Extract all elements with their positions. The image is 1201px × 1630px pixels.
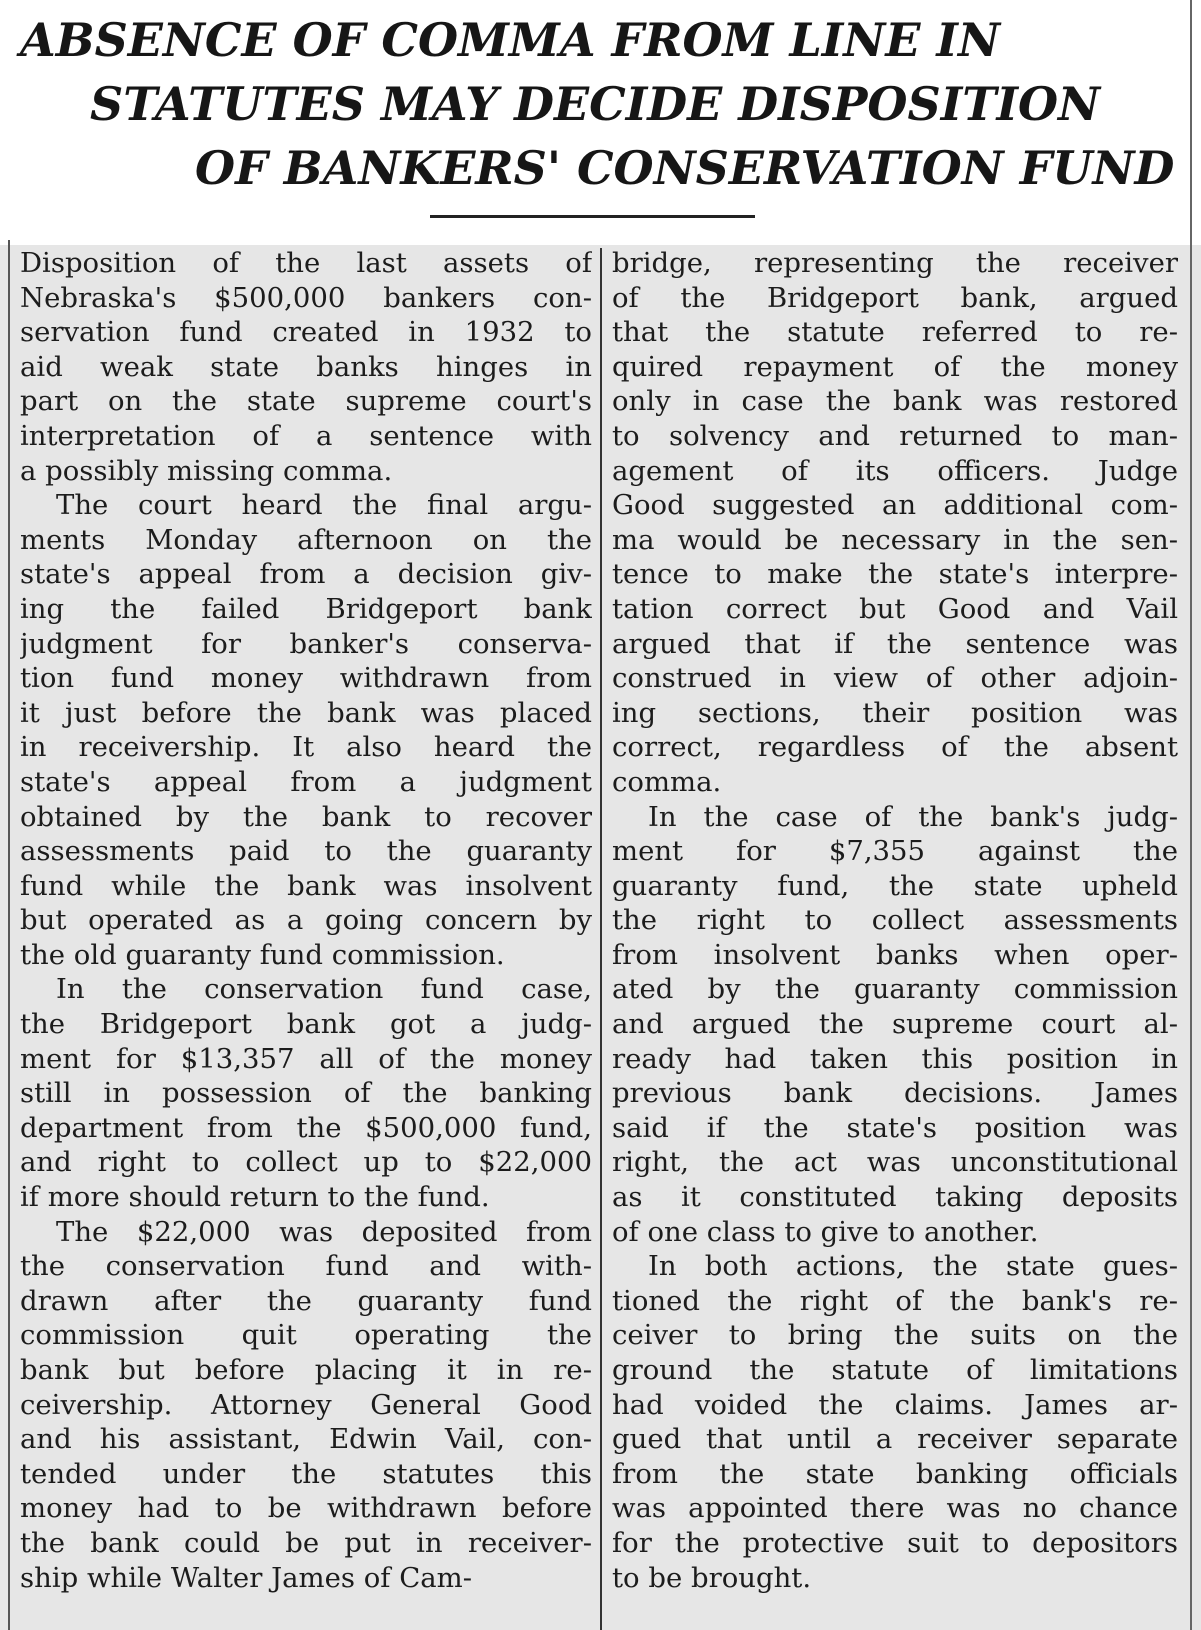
text-line: ment for $13,357 all of the money [20, 1042, 592, 1075]
text-line: the bank could be put in receiver- [20, 1526, 592, 1559]
text-line: obtained by the bank to recover [20, 800, 592, 833]
text-line: previous bank decisions. James [612, 1077, 1178, 1110]
text-line: tion fund money withdrawn from [20, 662, 592, 695]
text-line: of the Bridgeport bank, argued [612, 281, 1178, 314]
text-line: Nebraska's $500,000 bankers con- [20, 281, 592, 314]
text-line: in receivership. It also heard the [20, 731, 592, 764]
headline [20, 8, 1180, 200]
headline-line-2: STATUTES MAY DECIDE DISPOSITION [90, 77, 1101, 131]
text-line: ment for $7,355 against the [612, 835, 1178, 868]
text-line: said if the state's position was [612, 1111, 1178, 1144]
text-line: the conservation fund and with- [20, 1250, 592, 1283]
text-line: drawn after the guaranty fund [20, 1284, 592, 1317]
text-line: In both actions, the state gues- [648, 1250, 1178, 1283]
text-line: right, the act was unconstitutional [612, 1146, 1178, 1179]
text-line: tence to make the state's interpre- [612, 558, 1178, 591]
text-line: construed in view of other adjoin- [612, 662, 1178, 695]
text-line: ments Monday afternoon on the [20, 523, 592, 556]
text-line: The court heard the final argu- [56, 489, 592, 522]
text-line: judgment for banker's conserva- [20, 627, 592, 660]
text-line: servation fund created in 1932 to [20, 316, 592, 349]
text-line: it just before the bank was placed [20, 696, 592, 729]
text-line: correct, regardless of the absent [612, 731, 1178, 764]
text-line: that the statute referred to re- [612, 316, 1178, 349]
text-line: In the conservation fund case, [56, 973, 592, 1006]
text-line: was appointed there was no chance [612, 1492, 1178, 1525]
text-line: tioned the right of the bank's re- [612, 1284, 1178, 1317]
text-line: part on the state supreme court's [20, 385, 592, 418]
text-line: as it constituted taking deposits [612, 1181, 1178, 1214]
text-line: agement of its officers. Judge [612, 454, 1178, 487]
text-line: ma would be necessary in the sen- [612, 523, 1178, 556]
text-line: still in possession of the banking [20, 1077, 592, 1110]
text-line: to solvency and returned to man- [612, 419, 1178, 452]
text-line: ground the statute of limitations [612, 1354, 1178, 1386]
text-line: interpretation of a sentence with [20, 419, 592, 452]
text-line: state's appeal from a judgment [20, 765, 592, 798]
text-line: assessments paid to the guaranty [20, 835, 592, 868]
text-line: ceivership. Attorney General Good [20, 1388, 592, 1421]
text-line: had voided the claims. James ar- [612, 1388, 1178, 1421]
article-column-left [20, 246, 592, 1595]
text-line: the right to collect assessments [612, 904, 1178, 937]
text-line: Disposition of the last assets of [20, 247, 592, 279]
text-line: ready had taken this position in [612, 1042, 1178, 1075]
text-line: ceiver to bring the suits on the [612, 1319, 1178, 1352]
text-line: quired repayment of the money [612, 350, 1178, 383]
text-line: the old guaranty fund commission. [20, 938, 505, 971]
text-line: the Bridgeport bank got a judg- [20, 1008, 592, 1041]
article-column-right [612, 246, 1178, 1595]
text-line: fund while the bank was insolvent [20, 869, 592, 902]
text-line: ing the failed Bridgeport bank [20, 592, 592, 625]
text-line: and argued the supreme court al- [612, 1008, 1178, 1041]
text-line: In the case of the bank's judg- [648, 800, 1178, 833]
text-line: bridge, representing the receiver [612, 247, 1178, 279]
column-divider [600, 248, 602, 1630]
text-line: commission quit operating the [20, 1319, 592, 1352]
text-line: and his assistant, Edwin Vail, con- [20, 1423, 592, 1456]
text-line: guaranty fund, the state upheld [612, 869, 1178, 902]
text-line: ing sections, their position was [612, 696, 1178, 729]
headline-line-1: ABSENCE OF COMMA FROM LINE IN [20, 13, 1000, 67]
text-line: of one class to give to another. [612, 1215, 1039, 1248]
headline-area [0, 0, 1201, 245]
text-line: comma. [612, 765, 722, 798]
text-line: but operated as a going concern by [20, 904, 592, 937]
right-border-rule [1190, 0, 1192, 1630]
text-line: The $22,000 was deposited from [56, 1215, 592, 1248]
left-border-rule [8, 240, 10, 1630]
text-line: only in case the bank was restored [612, 385, 1178, 418]
text-line: tended under the statutes this [20, 1457, 592, 1490]
text-line: a possibly missing comma. [20, 454, 393, 487]
text-line: gued that until a receiver separate [612, 1423, 1178, 1456]
text-line: ship while Walter James of Cam- [20, 1561, 473, 1594]
text-line: ated by the guaranty commission [612, 973, 1178, 1006]
headline-line-3: OF BANKERS' CONSERVATION FUND [195, 141, 1175, 195]
text-line: and right to collect up to $22,000 [20, 1146, 592, 1179]
text-line: from the state banking officials [612, 1457, 1178, 1490]
text-line: bank but before placing it in re- [20, 1354, 592, 1386]
text-line: Good suggested an additional com- [612, 489, 1178, 522]
headline-rule [430, 215, 755, 218]
text-line: argued that if the sentence was [612, 627, 1178, 660]
text-line: to be brought. [612, 1561, 812, 1594]
text-line: department from the $500,000 fund, [20, 1111, 592, 1144]
text-line: money had to be withdrawn before [20, 1492, 592, 1525]
text-line: if more should return to the fund. [20, 1181, 490, 1214]
text-line: aid weak state banks hinges in [20, 350, 592, 383]
text-line: tation correct but Good and Vail [612, 592, 1178, 625]
text-line: from insolvent banks when oper- [612, 938, 1178, 971]
text-line: state's appeal from a decision giv- [20, 558, 592, 591]
text-line: for the protective suit to depositors [612, 1526, 1178, 1559]
